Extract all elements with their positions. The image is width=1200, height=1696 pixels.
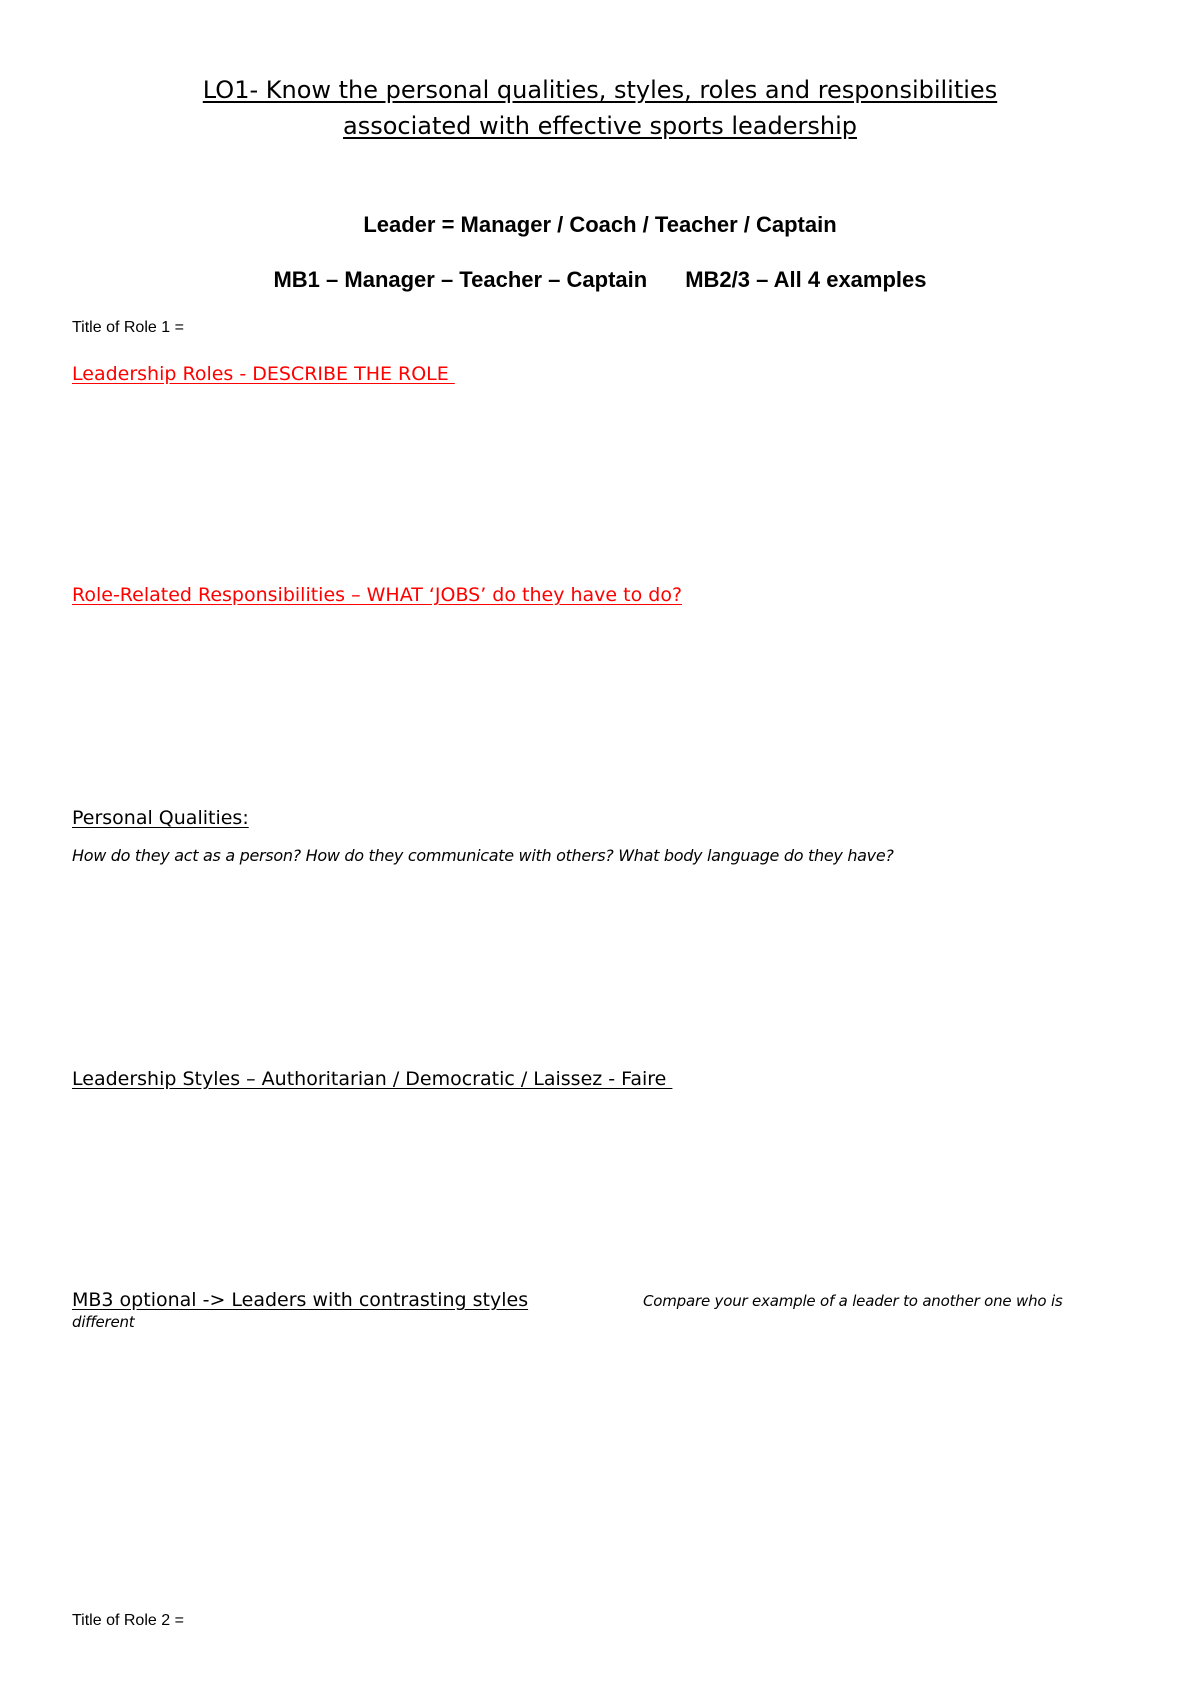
role-2-title: Title of Role 2 = [72, 1612, 184, 1629]
role-1-title: Title of Role 1 = [72, 319, 184, 336]
mb3-prompt-line-1: Compare your example of a leader to another one who is [643, 1292, 1063, 1310]
mb1-requirement: MB1 – Manager – Teacher – Captain [273, 267, 648, 292]
document-title-line-2: associated with effective sports leadership [343, 112, 857, 140]
responsibilities-heading: Role-Related Responsibilities – WHAT ‘JOBS’ do they have to do? [72, 584, 683, 606]
personal-qualities-heading: Personal Qualities: [72, 807, 249, 829]
personal-qualities-prompt: How do they act as a person? How do they communicate with others? What body language do they have? [72, 846, 894, 865]
mb3-prompt-line-2: different [72, 1313, 135, 1331]
mb3-heading: MB3 optional -> Leaders with contrasting styles [72, 1289, 529, 1311]
mb23-requirement: MB2/3 – All 4 examples [685, 267, 927, 292]
document-title-line-1: LO1- Know the personal qualities, styles, roles and responsibilities [202, 76, 998, 104]
leadership-roles-heading: Leadership Roles - DESCRIBE THE ROLE [72, 363, 455, 385]
mb-requirements-line [0, 266, 1200, 294]
leadership-styles-heading: Leadership Styles – Authoritarian / Democratic / Laissez - Faire [72, 1068, 673, 1090]
leader-definition: Leader = Manager / Coach / Teacher / Captain [363, 212, 837, 237]
